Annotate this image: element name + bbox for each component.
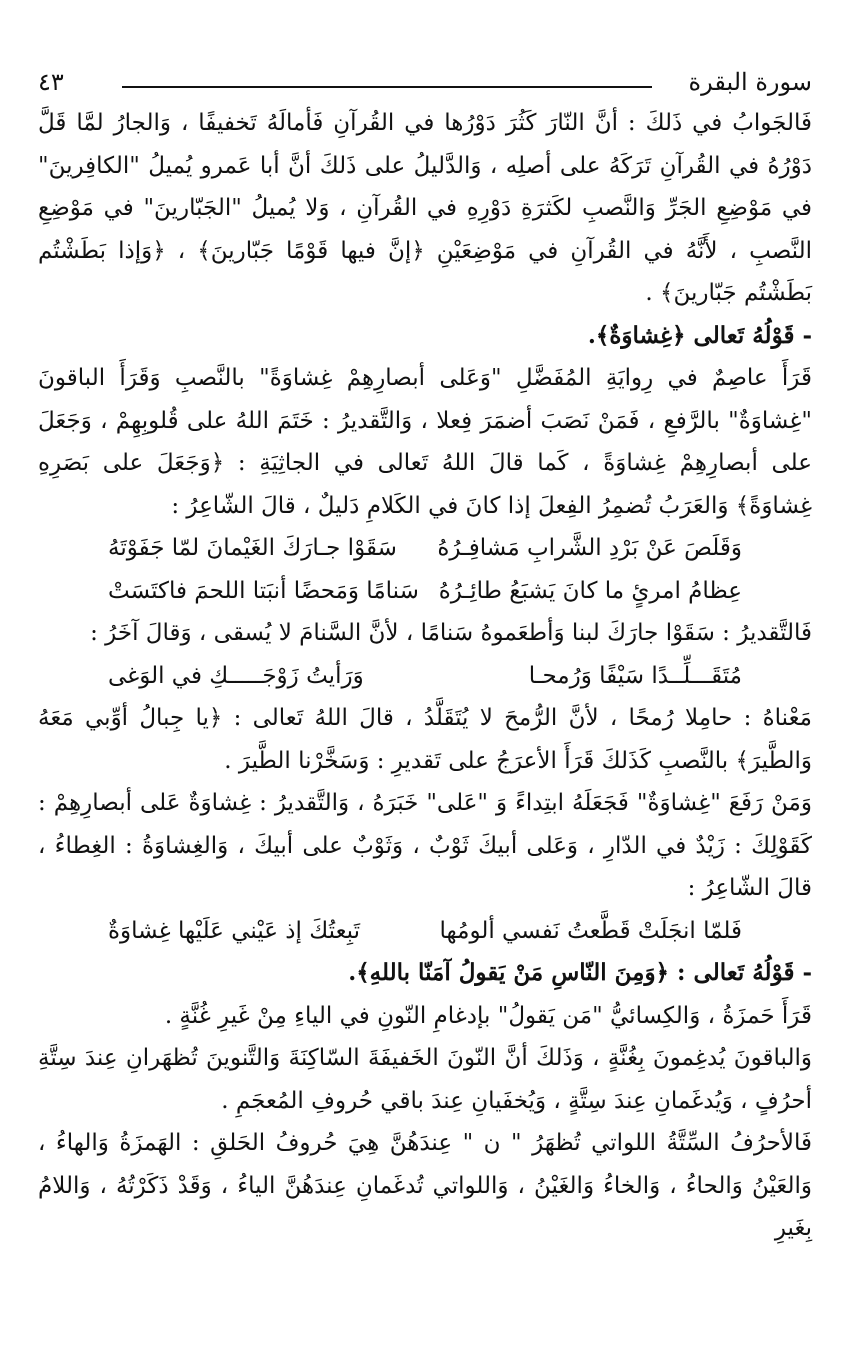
hemistich-second: وَقَلَصَ عَنْ بَرْدِ الشَّرابِ مَشافِـرُهُ: [437, 535, 742, 561]
poetry-line: [38, 655, 812, 698]
paragraph: فَالأحرُفُ السِّتَّةُ اللواتي تُظهَرُ " ن " عِندَهُنَّ هِيَ حُروفُ الحَلقِ : الهَمزَةُ وَالهاءُ ، وَالعَيْنُ وَالحاءُ ، وَالخاءُ وَالغَيْنُ ، وَاللواتي تُدغَمانِ عِندَهُنَّ الياءُ ، وَقَدْ ذَكَرْتُهُ ، وَاللامُ بِغَيرِ: [38, 1130, 812, 1241]
hemistich-second: فَلمّا انجَلَتْ قَطَّعتُ نَفسي ألومُها: [439, 917, 742, 944]
hemistich-second: عِظامُ امرئٍ ما كانَ يَشبَعُ طائِـرُهُ: [438, 577, 742, 604]
sura-title: سورة البقرة: [688, 68, 812, 96]
hemistich-first: تَبِعتُكَ إذ عَيْني عَلَيْها غِشاوَةٌ: [108, 917, 361, 944]
hemistich-first: سَنامًا وَمَحضًا أنبَتا اللحمَ فاكتَسَتْ: [108, 577, 419, 604]
paragraph: قَرَأَ عاصِمٌ في رِوايَةِ المُفَضَّلِ "وَعَلى أبصارِهِمْ غِشاوَةً" بالنَّصبِ وَقَرَأَ الباقونَ "غِشاوَةٌ" بالرَّفعِ ، فَمَنْ نَصَبَ أضمَرَ فِعلا ، وَالتَّقديرُ : خَتَمَ اللهُ على قُلوبِهِمْ ، وَجَعَلَ على أبصارِهِمْ غِشاوَةً ، كَما قالَ اللهُ تَعالى في الجاثِيَةِ : ﴿وَجَعَلَ على بَصَرِهِ غِشاوَةً﴾ وَالعَرَبُ تُضمِرُ الفِعلَ إذا كانَ في الكَلامِ دَليلٌ ، قالَ الشّاعِرُ :: [38, 365, 812, 519]
hemistich-first: وَرَأيتُ زَوْجَـــــكِ في الوَغى: [108, 662, 364, 689]
paragraph: وَالباقونَ يُدغِمونَ بِغُنَّةٍ ، وَذَلكَ أنَّ النّونَ الخَفيفَةَ السّاكِنَةَ وَالتَّنوينَ تُظهَرانِ عِندَ سِتَّةِ أحرُفٍ ، وَيُدغَمانِ عِندَ سِتَّةٍ ، وَيُخفَيانِ عِندَ باقي حُروفِ المُعجَمِ .: [38, 1045, 812, 1114]
page-header: [38, 58, 812, 102]
paragraph: قَرَأَ حَمزَةُ ، وَالكِسائيُّ "مَن يَقولُ" بإدغامِ النّونِ في الياءِ مِنْ غَيرِ غُنَّةٍ .: [164, 1002, 812, 1029]
header-rule: [122, 86, 652, 88]
hemistich-second: مُتَقَـــلِّــدًا سَيْفًا وَرُمحـا: [528, 662, 742, 689]
poetry-line: [38, 570, 812, 613]
verse-heading: - قَوْلُهُ تَعالى : ﴿وَمِنَ النّاسِ مَنْ يَقولُ آمَنّا باللهِ﴾.: [348, 959, 812, 986]
poetry-line: [38, 527, 812, 570]
poetry-line: [38, 910, 812, 953]
verse-heading: - قَوْلُهُ تَعالى ﴿غِشاوَةٌ﴾.: [587, 321, 812, 349]
paragraph: وَمَنْ رَفَعَ "غِشاوَةٌ" فَجَعَلَهُ ابتِداءً وَ "عَلى" خَبَرَهُ ، وَالتَّقديرُ : غِشاوَةٌ عَلى أبصارِهِمْ : كَقَوْلِكَ : زَيْدٌ في الدّارِ ، وَعَلى أبيكَ ثَوْبٌ ، وَثَوْبٌ على أبيكَ ، وَالغِشاوَةُ : الغِطاءُ ، قالَ الشّاعِرُ :: [38, 790, 812, 901]
paragraph: فَالجَوابُ في ذَلكَ : أنَّ النّارَ كَثُرَ دَوْرُها في القُرآنِ فَأمالَهُ تَخفيفًا ، وَالجارُ لمَّا قَلَّ دَوْرُهُ في القُرآنِ تَرَكَهُ على أصلِه ، وَالدَّليلُ على ذَلكَ أنَّ أبا عَمرو يُميلُ "الكافِرينَ" في مَوْضِعِ الجَرِّ وَالنَّصبِ لكَثرَةِ دَوْرِهِ في القُرآنِ ، وَلا يُميلُ "الجَبّارينَ" في مَوْضِعِ النَّصبِ ، لأَنَّهُ في القُرآنِ في مَوْضِعَيْنِ ﴿إنَّ فيها قَوْمًا جَبّارينَ﴾ ، ﴿وَإذا بَطَشْتُم بَطَشْتُم جَبّارينَ﴾ .: [38, 110, 812, 306]
paragraph: مَعْناهُ : حامِلا رُمحًا ، لأنَّ الرُّمحَ لا يُتَقَلَّدُ ، قالَ اللهُ تَعالى : ﴿يا جِبالُ أوِّبي مَعَهُ وَالطَّيرَ﴾ بالنَّصبِ كَذَلكَ قَرَأَ الأعرَجُ على تَقديرِ : وَسَخَّرْنا الطَّيرَ .: [38, 705, 812, 774]
page-body: [38, 102, 812, 1250]
page-number: ٤٣: [38, 68, 64, 96]
hemistich-first: سَقَوْا جـارَكَ الغَيْمانَ لمّا جَفَوْتَهُ: [108, 535, 397, 561]
paragraph: فَالتَّقديرُ : سَقَوْا جارَكَ لبنا وَأطعَموهُ سَنامًا ، لأنَّ السَّنامَ لا يُسقى ، وَقالَ آخَرُ :: [90, 620, 812, 646]
